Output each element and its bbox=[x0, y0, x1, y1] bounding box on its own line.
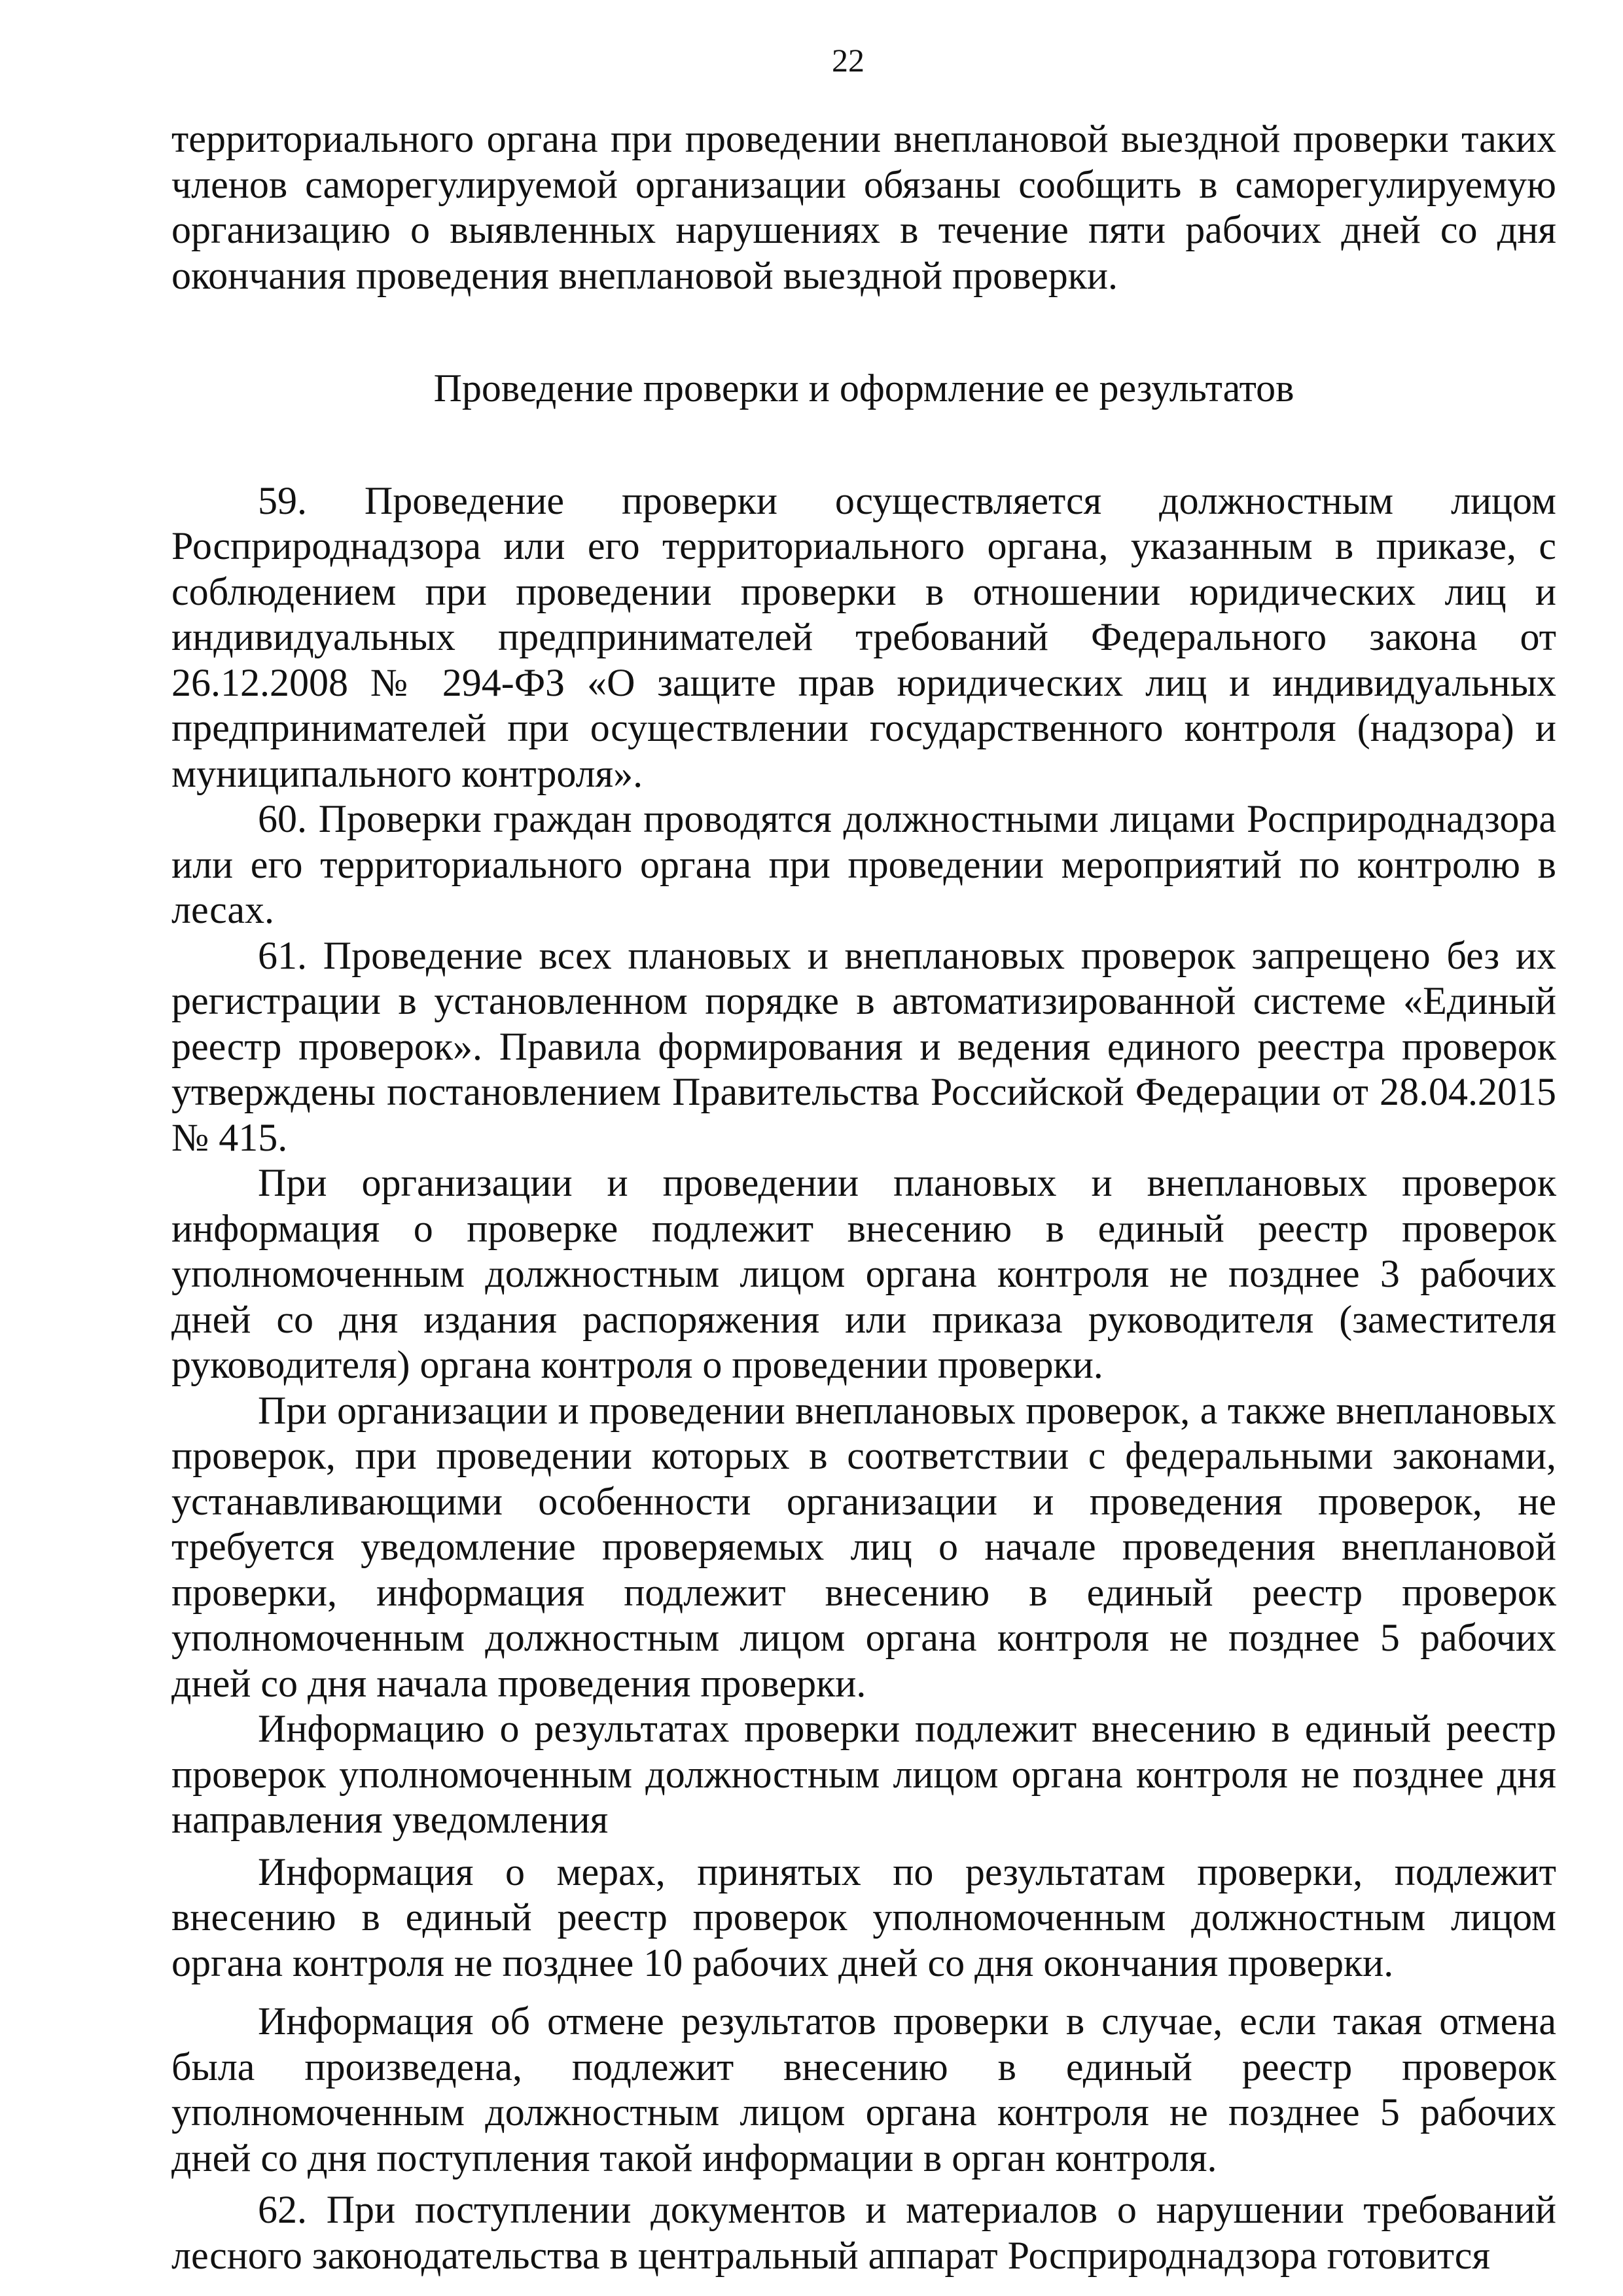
paragraph-61: 61. Проведение всех плановых и внеплановых проверок запрещено без их регистрации в установленном порядке в автоматизированной системе «Единый реестр проверок». Правила формирования и ведения единого реестра проверок утверждены постановлением Правительства Российской Федерации от 28.04.2015 № 415. bbox=[171, 933, 1556, 1159]
paragraph-61-unplanned-checks: При организации и проведении внеплановых проверок, а также внеплановых проверок, при проведении которых в соответствии с федеральными законами, устанавливающими особенности организации и проведения проверок, не требуется уведомление проверяемых лиц о начале проведения внеплановой проверки, информация подлежит внесению в единый реестр проверок уполномоченным должностным лицом органа контроля не позднее 5 рабочих дней со дня начала проведения проверки. bbox=[171, 1388, 1556, 1705]
paragraph-62: 62. При поступлении документов и материалов о нарушении требований лесного законодательства в центральный аппарат Росприроднадзора готовится bbox=[171, 2188, 1556, 2277]
paragraph-61-measures: Информация о мерах, принятых по результатам проверки, подлежит внесению в единый реестр проверок уполномоченным должностным лицом органа контроля не позднее 10 рабочих дней со дня окончания проверки. bbox=[171, 1850, 1556, 1984]
document-body bbox=[171, 117, 1556, 2278]
page-number: 22 bbox=[832, 42, 865, 79]
paragraph-60: 60. Проверки граждан проводятся должностными лицами Росприроднадзора или его территориального органа при проведении мероприятий по контролю в лесах. bbox=[171, 797, 1556, 931]
section-heading: Проведение проверки и оформление ее результатов bbox=[433, 367, 1294, 410]
paragraph-61-results: Информацию о результатах проверки подлежит внесению в единый реестр проверок уполномоченным должностным лицом органа контроля не позднее дня направления уведомления bbox=[171, 1707, 1556, 1841]
paragraph-61-planned-checks: При организации и проведении плановых и внеплановых проверок информация о проверке подлежит внесению в единый реестр проверок уполномоченным должностным лицом органа контроля не позднее 3 рабочих дней со дня издания распоряжения или приказа руководителя (заместителя руководителя) органа контроля о проведении проверки. bbox=[171, 1161, 1556, 1386]
intro-paragraph: территориального органа при проведении внеплановой выездной проверки таких членов саморегулируемой организации обязаны сообщить в саморегулируемую организацию о выявленных нарушениях в течение пяти рабочих дней со дня окончания проведения внеплановой выездной проверки. bbox=[171, 117, 1556, 297]
paragraph-59: 59. Проведение проверки осуществляется должностным лицом Росприроднадзора или его территориального органа, указанным в приказе, с соблюдением при проведении проверки в отношении юридических лиц и индивидуальных предпринимателей требований Федерального закона от 26.12.2008 № 294-ФЗ «О защите прав юридических лиц и индивидуальных предпринимателей при осуществлении государственного контроля (надзора) и муниципального контроля». bbox=[171, 478, 1556, 795]
paragraph-61-cancellation: Информация об отмене результатов проверки в случае, если такая отмена была произведена, подлежит внесению в единый реестр проверок уполномоченным должностным лицом органа контроля не позднее 5 рабочих дней со дня поступления такой информации в орган контроля. bbox=[171, 2000, 1556, 2179]
